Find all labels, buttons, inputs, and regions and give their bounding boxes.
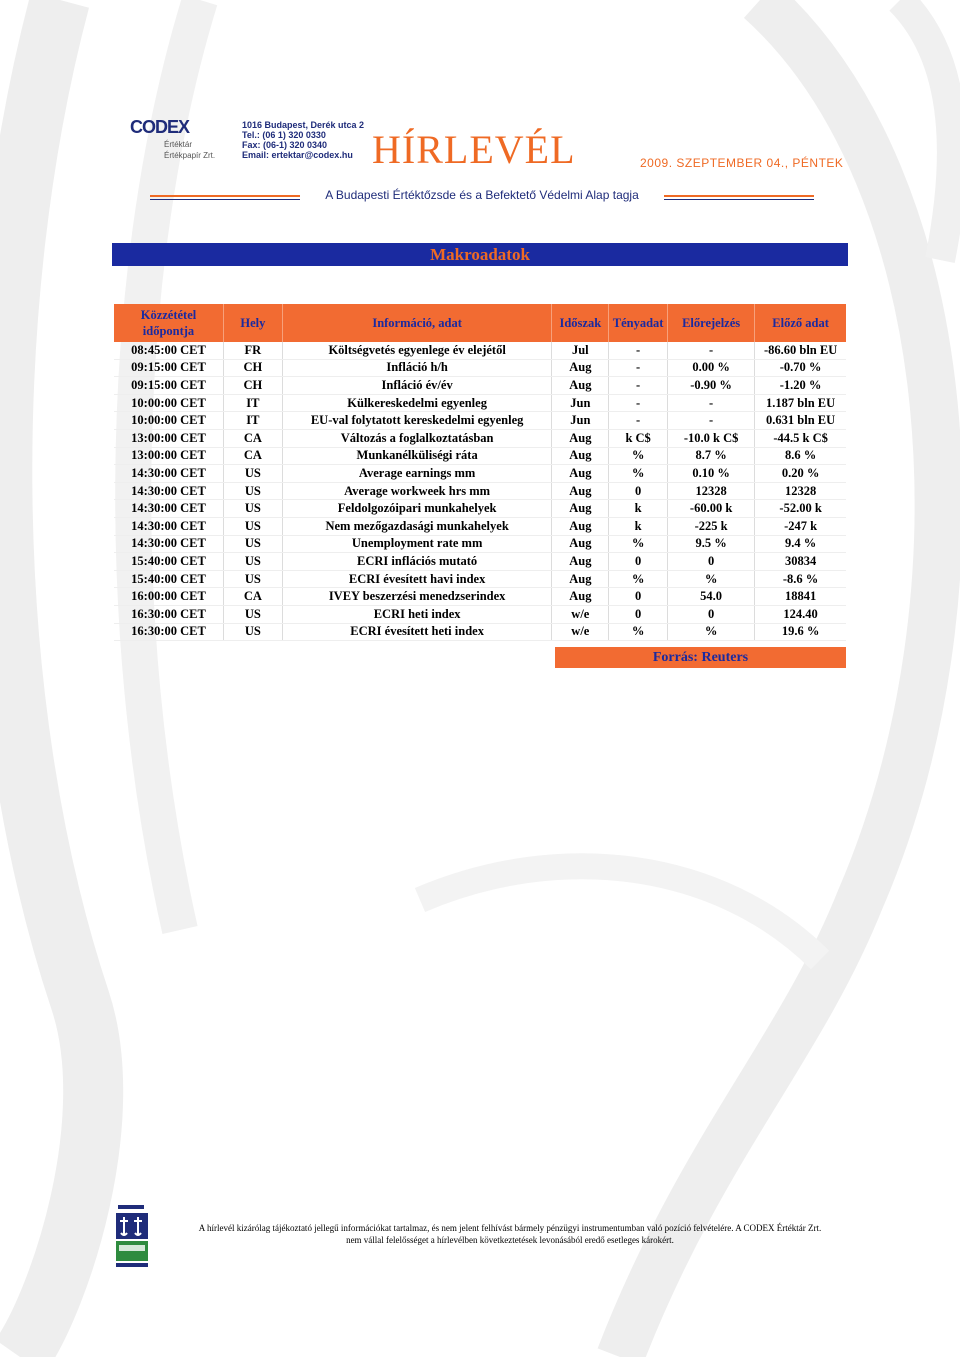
column-header-publication-time bbox=[114, 304, 223, 342]
cell-publication-time: 13:00:00 CET bbox=[114, 429, 223, 447]
table-row bbox=[114, 500, 846, 518]
cell-location: US bbox=[223, 570, 282, 588]
cell-information: Külkereskedelmi egyenleg bbox=[282, 394, 552, 412]
cell-information: EU-val folytatott kereskedelmi egyenleg bbox=[282, 412, 552, 430]
cell-previous: -0.70 % bbox=[755, 359, 846, 377]
cell-location: US bbox=[223, 482, 282, 500]
table-row bbox=[114, 535, 846, 553]
table-row bbox=[114, 482, 846, 500]
cell-period: Aug bbox=[552, 482, 609, 500]
cell-information: Average workweek hrs mm bbox=[282, 482, 552, 500]
cell-previous: -86.60 bln EU bbox=[755, 342, 846, 359]
cell-location: US bbox=[223, 623, 282, 641]
macro-data-table bbox=[114, 304, 846, 641]
cell-period: Aug bbox=[552, 570, 609, 588]
cell-forecast: - bbox=[668, 342, 755, 359]
cell-location: US bbox=[223, 500, 282, 518]
cell-forecast: 9.5 % bbox=[668, 535, 755, 553]
header-line: Közzététel bbox=[140, 308, 197, 322]
stock-exchange-logo bbox=[114, 1205, 150, 1269]
column-header-forecast: Előrejelzés bbox=[668, 304, 755, 342]
cell-location: CA bbox=[223, 429, 282, 447]
cell-actual: % bbox=[609, 570, 668, 588]
cell-location: FR bbox=[223, 342, 282, 359]
cell-period: w/e bbox=[552, 605, 609, 623]
cell-forecast: 0.00 % bbox=[668, 359, 755, 377]
cell-actual: k C$ bbox=[609, 429, 668, 447]
cell-location: US bbox=[223, 535, 282, 553]
newsletter-date: 2009. SZEPTEMBER 04., PÉNTEK bbox=[640, 156, 844, 170]
cell-information: Költségvetés egyenlege év elejétől bbox=[282, 342, 552, 359]
cell-forecast: 0 bbox=[668, 605, 755, 623]
cell-publication-time: 08:45:00 CET bbox=[114, 342, 223, 359]
cell-publication-time: 09:15:00 CET bbox=[114, 359, 223, 377]
cell-location: US bbox=[223, 517, 282, 535]
table-row bbox=[114, 517, 846, 535]
cell-publication-time: 14:30:00 CET bbox=[114, 465, 223, 483]
logo-sub-line: Értéktár bbox=[164, 140, 193, 149]
cell-publication-time: 14:30:00 CET bbox=[114, 535, 223, 553]
cell-period: Jun bbox=[552, 412, 609, 430]
column-header-information: Információ, adat bbox=[282, 304, 552, 342]
cell-period: Aug bbox=[552, 429, 609, 447]
cell-publication-time: 10:00:00 CET bbox=[114, 394, 223, 412]
newsletter-title: HÍRLEVÉL bbox=[372, 127, 576, 172]
cell-actual: 0 bbox=[609, 553, 668, 571]
contact-info bbox=[242, 120, 364, 160]
cell-publication-time: 14:30:00 CET bbox=[114, 482, 223, 500]
cell-period: Aug bbox=[552, 447, 609, 465]
cell-period: Aug bbox=[552, 465, 609, 483]
cell-forecast: % bbox=[668, 623, 755, 641]
company-logo bbox=[130, 117, 235, 167]
cell-forecast: -60.00 k bbox=[668, 500, 755, 518]
table-header-row bbox=[114, 304, 846, 342]
table-row bbox=[114, 465, 846, 483]
table-row bbox=[114, 570, 846, 588]
cell-period: Aug bbox=[552, 535, 609, 553]
cell-forecast: 0 bbox=[668, 553, 755, 571]
table-row bbox=[114, 447, 846, 465]
cell-publication-time: 15:40:00 CET bbox=[114, 553, 223, 571]
table-row bbox=[114, 377, 846, 395]
cell-information: ECRI heti index bbox=[282, 605, 552, 623]
cell-previous: -8.6 % bbox=[755, 570, 846, 588]
cell-location: CA bbox=[223, 588, 282, 606]
cell-information: Nem mezőgazdasági munkahelyek bbox=[282, 517, 552, 535]
cell-information: ECRI évesített havi index bbox=[282, 570, 552, 588]
column-header-period: Időszak bbox=[552, 304, 609, 342]
cell-previous: -1.20 % bbox=[755, 377, 846, 395]
cell-publication-time: 16:00:00 CET bbox=[114, 588, 223, 606]
cell-actual: k bbox=[609, 500, 668, 518]
cell-period: Aug bbox=[552, 553, 609, 571]
logo-subtitle bbox=[164, 139, 215, 161]
tagline-rule bbox=[150, 199, 300, 200]
cell-previous: 1.187 bln EU bbox=[755, 394, 846, 412]
table-row bbox=[114, 623, 846, 641]
contact-fax: Fax: (06-1) 320 0340 bbox=[242, 140, 328, 150]
cell-forecast: -225 k bbox=[668, 517, 755, 535]
cell-actual: % bbox=[609, 623, 668, 641]
disclaimer-line: A hírlevél kizárólag tájékoztató jellegű információkat tartalmaz, és nem jelent felhívást bármely pénzügyi instrumentumban való pozíció felvételére. A CODEX Értéktár Zrt. bbox=[198, 1223, 822, 1233]
cell-forecast: -0.90 % bbox=[668, 377, 755, 395]
tagline: A Budapesti Értéktőzsde és a Befektető Védelmi Alap tagja bbox=[325, 188, 639, 202]
table-row bbox=[114, 429, 846, 447]
cell-period: Jun bbox=[552, 394, 609, 412]
cell-previous: -44.5 k C$ bbox=[755, 429, 846, 447]
cell-location: US bbox=[223, 553, 282, 571]
contact-phone: Tel.: (06 1) 320 0330 bbox=[242, 130, 326, 140]
cell-location: US bbox=[223, 465, 282, 483]
cell-forecast: 54.0 bbox=[668, 588, 755, 606]
cell-actual: % bbox=[609, 535, 668, 553]
cell-previous: 0.631 bln EU bbox=[755, 412, 846, 430]
cell-location: CH bbox=[223, 377, 282, 395]
cell-publication-time: 10:00:00 CET bbox=[114, 412, 223, 430]
table-row bbox=[114, 553, 846, 571]
cell-previous: 0.20 % bbox=[755, 465, 846, 483]
cell-forecast: -10.0 k C$ bbox=[668, 429, 755, 447]
column-header-actual: Tényadat bbox=[609, 304, 668, 342]
cell-period: Aug bbox=[552, 588, 609, 606]
cell-previous: 8.6 % bbox=[755, 447, 846, 465]
cell-publication-time: 09:15:00 CET bbox=[114, 377, 223, 395]
cell-actual: - bbox=[609, 359, 668, 377]
source-label: Forrás: Reuters bbox=[555, 647, 846, 668]
contact-email: Email: ertektar@codex.hu bbox=[242, 150, 353, 160]
cell-previous: 18841 bbox=[755, 588, 846, 606]
cell-publication-time: 14:30:00 CET bbox=[114, 500, 223, 518]
cell-publication-time: 16:30:00 CET bbox=[114, 605, 223, 623]
cell-actual: 0 bbox=[609, 588, 668, 606]
cell-information: Average earnings mm bbox=[282, 465, 552, 483]
tagline-rule bbox=[150, 195, 300, 197]
table-row bbox=[114, 605, 846, 623]
cell-period: w/e bbox=[552, 623, 609, 641]
cell-period: Jul bbox=[552, 342, 609, 359]
logo-sub-line: Értékpapír Zrt. bbox=[164, 151, 216, 160]
cell-forecast: 12328 bbox=[668, 482, 755, 500]
table-body bbox=[114, 342, 846, 641]
cell-publication-time: 15:40:00 CET bbox=[114, 570, 223, 588]
cell-location: US bbox=[223, 605, 282, 623]
column-header-location: Hely bbox=[223, 304, 282, 342]
cell-information: Feldolgozóipari munkahelyek bbox=[282, 500, 552, 518]
tagline-rule bbox=[664, 195, 814, 197]
cell-forecast: 0.10 % bbox=[668, 465, 755, 483]
cell-information: IVEY beszerzési menedzserindex bbox=[282, 588, 552, 606]
table-row bbox=[114, 588, 846, 606]
cell-previous: -52.00 k bbox=[755, 500, 846, 518]
cell-information: Infláció év/év bbox=[282, 377, 552, 395]
table-row bbox=[114, 342, 846, 359]
cell-previous: 19.6 % bbox=[755, 623, 846, 641]
cell-information: Infláció h/h bbox=[282, 359, 552, 377]
cell-location: IT bbox=[223, 394, 282, 412]
cell-publication-time: 16:30:00 CET bbox=[114, 623, 223, 641]
cell-period: Aug bbox=[552, 500, 609, 518]
cell-information: ECRI évesített heti index bbox=[282, 623, 552, 641]
cell-actual: 0 bbox=[609, 605, 668, 623]
cell-information: Változás a foglalkoztatásban bbox=[282, 429, 552, 447]
cell-forecast: - bbox=[668, 412, 755, 430]
table-row bbox=[114, 394, 846, 412]
cell-forecast: - bbox=[668, 394, 755, 412]
disclaimer-line: nem vállal felelősséget a hírlevélben következtetések levonásából eredő esetleges károkért. bbox=[346, 1235, 674, 1245]
cell-publication-time: 13:00:00 CET bbox=[114, 447, 223, 465]
cell-actual: - bbox=[609, 342, 668, 359]
cell-location: IT bbox=[223, 412, 282, 430]
cell-actual: % bbox=[609, 447, 668, 465]
cell-previous: 30834 bbox=[755, 553, 846, 571]
cell-previous: 12328 bbox=[755, 482, 846, 500]
cell-information: ECRI inflációs mutató bbox=[282, 553, 552, 571]
cell-actual: - bbox=[609, 377, 668, 395]
cell-forecast: 8.7 % bbox=[668, 447, 755, 465]
cell-previous: 124.40 bbox=[755, 605, 846, 623]
disclaimer bbox=[165, 1222, 855, 1246]
table-row bbox=[114, 359, 846, 377]
cell-location: CH bbox=[223, 359, 282, 377]
cell-previous: 9.4 % bbox=[755, 535, 846, 553]
section-title: Makroadatok bbox=[112, 243, 848, 266]
cell-actual: - bbox=[609, 412, 668, 430]
cell-information: Munkanélküliségi ráta bbox=[282, 447, 552, 465]
tagline-rule bbox=[664, 199, 814, 200]
cell-information: Unemployment rate mm bbox=[282, 535, 552, 553]
cell-actual: k bbox=[609, 517, 668, 535]
column-header-previous: Előző adat bbox=[755, 304, 846, 342]
cell-forecast: % bbox=[668, 570, 755, 588]
cell-actual: - bbox=[609, 394, 668, 412]
cell-period: Aug bbox=[552, 377, 609, 395]
cell-publication-time: 14:30:00 CET bbox=[114, 517, 223, 535]
table-row bbox=[114, 412, 846, 430]
cell-previous: -247 k bbox=[755, 517, 846, 535]
cell-location: CA bbox=[223, 447, 282, 465]
contact-address: 1016 Budapest, Derék utca 2 bbox=[242, 120, 365, 130]
logo-brand: CODEX bbox=[130, 117, 190, 137]
header-line: időpontja bbox=[142, 324, 195, 338]
cell-actual: % bbox=[609, 465, 668, 483]
cell-period: Aug bbox=[552, 359, 609, 377]
cell-period: Aug bbox=[552, 517, 609, 535]
cell-actual: 0 bbox=[609, 482, 668, 500]
